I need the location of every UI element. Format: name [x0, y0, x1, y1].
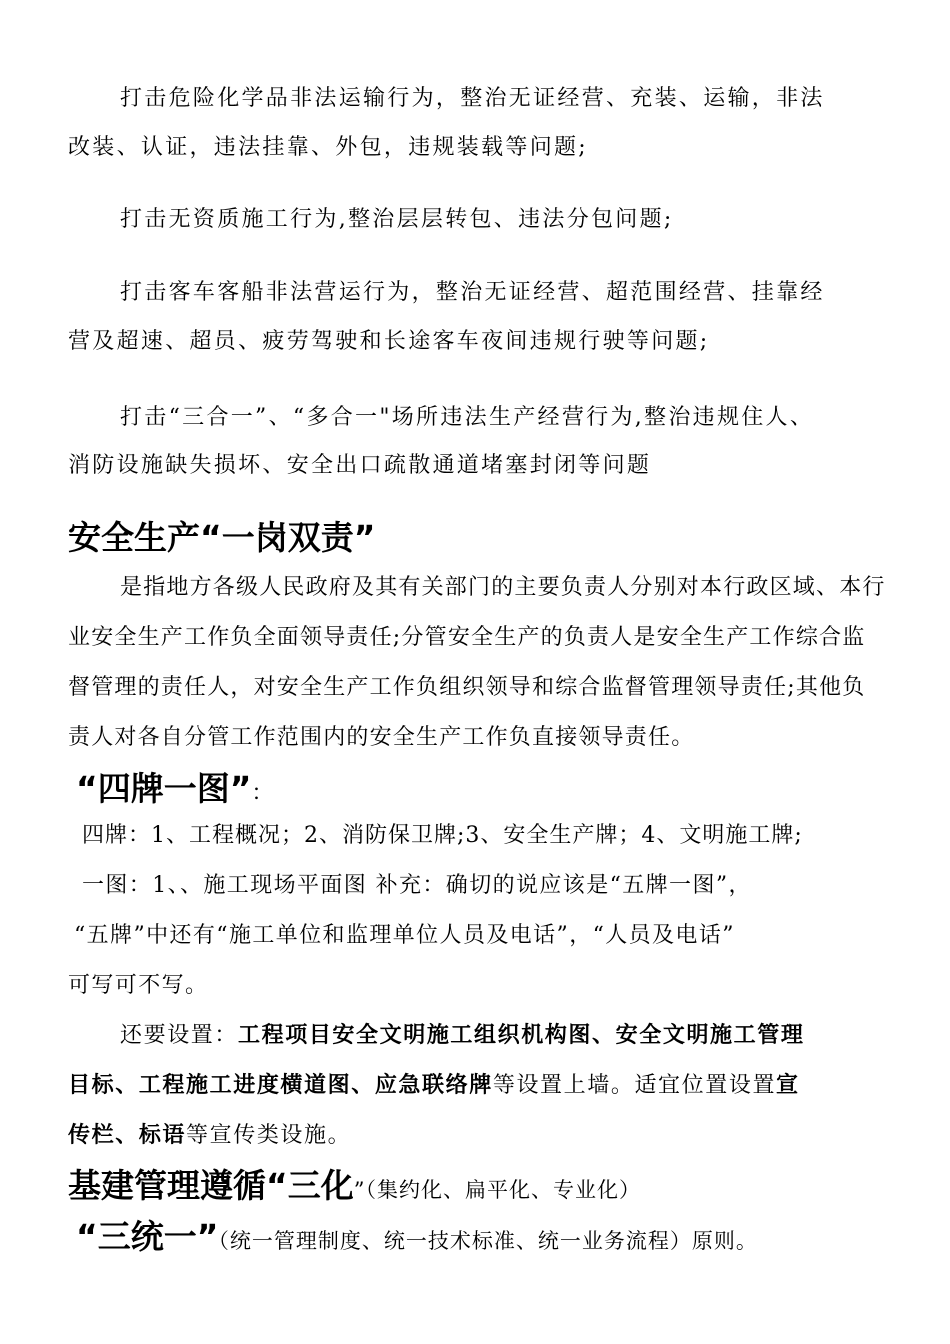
heading-three-izations-title: 基建管理遵循“三化: [68, 1166, 354, 1205]
heading-four-signs-title: “四牌一图”: [76, 769, 252, 808]
heading-three-izations: [68, 1166, 641, 1210]
paragraph-1-line-1: 打击危险化学品非法运输行为，整治无证经营、充装、运输，非法: [120, 86, 825, 111]
heading-three-izations-note: ”（集约化、扁平化、专业化）: [353, 1178, 641, 1202]
paragraph-4-line-2: 消防设施缺失损坏、安全出口疏散通道堵塞封闭等问题: [68, 453, 652, 478]
paragraph-6-line-3: “五牌”中还有“施工单位和监理单位人员及电话”，“人员及电话”: [74, 923, 735, 948]
p7-sep: 、: [592, 1023, 616, 1048]
p7-bold-board: 传栏: [68, 1123, 116, 1148]
heading-three-unifications-note: （统一管理制度、统一技术标准、统一业务流程）原则。: [218, 1229, 758, 1253]
paragraph-5-line-4: 责人对各自分管工作范围内的安全生产工作负直接领导责任。: [68, 725, 695, 750]
p7-prefix: 还要设置：: [120, 1023, 239, 1048]
heading-one-post-dual-duty: 安全生产“一岗双责”: [68, 518, 376, 557]
p7-sep: 、: [351, 1073, 375, 1098]
p7-bold-goal: 目标: [68, 1073, 116, 1098]
paragraph-5-line-1: 是指地方各级人民政府及其有关部门的主要负责人分别对本行政区域、本行: [120, 575, 886, 600]
paragraph-2-line-1: 打击无资质施工行为,整治层层转包、违法分包问题;: [120, 207, 674, 232]
heading-three-unifications-title: “三统一”: [76, 1217, 219, 1256]
heading-four-signs-one-map: [76, 769, 274, 814]
heading-three-unifications: [76, 1217, 758, 1261]
p7-sep: 、: [115, 1073, 139, 1098]
p7-bold-gantt: 工程施工进度横道图: [138, 1073, 352, 1098]
p7-text-end: 等宣传类设施。: [186, 1123, 352, 1148]
p7-sep: 、: [115, 1123, 139, 1148]
p7-bold-org-chart: 工程项目安全文明施工组织机构图: [238, 1023, 593, 1048]
paragraph-6-line-2: 一图：1、、施工现场平面图 补充：确切的说应该是“五牌一图”，: [82, 873, 752, 898]
paragraph-3-line-1: 打击客车客船非法营运行为，整治无证经营、超范围经营、挂靠经: [120, 280, 825, 305]
paragraph-1-line-2: 改装、认证，违法挂靠、外包，违规装载等问题;: [68, 135, 589, 160]
p7-bold-xuan: 宣: [776, 1073, 800, 1098]
paragraph-7-line-1: [120, 1021, 804, 1051]
paragraph-3-line-2: 营及超速、超员、疲劳驾驶和长途客车夜间违规行驶等问题;: [68, 329, 710, 354]
paragraph-5-line-3: 督管理的责任人，对安全生产工作负组织领导和综合监督管理领导责任;其他负: [68, 675, 866, 700]
p7-bold-slogan: 标语: [138, 1123, 187, 1148]
paragraph-7-line-3: [68, 1121, 351, 1151]
p7-bold-mgmt: 安全文明施工管理: [615, 1023, 805, 1048]
p7-bold-contact: 应急联络牌: [374, 1073, 493, 1098]
heading-four-signs-colon: ：: [251, 781, 275, 806]
paragraph-6-line-1: 四牌：1、工程概况；2、消防保卫牌;3、安全生产牌；4、文明施工牌;: [82, 823, 803, 848]
paragraph-5-line-2: 业安全生产工作负全面领导责任;分管安全生产的负责人是安全生产工作综合监: [68, 625, 866, 650]
paragraph-4-line-1: 打击“三合一”、“多合一"场所违法生产经营行为,整治违规住人、: [120, 405, 815, 430]
paragraph-6-line-4: 可写可不写。: [68, 973, 209, 998]
paragraph-7-line-2: [68, 1071, 800, 1101]
p7-text: 等设置上墙。适宜位置设置: [492, 1073, 777, 1098]
